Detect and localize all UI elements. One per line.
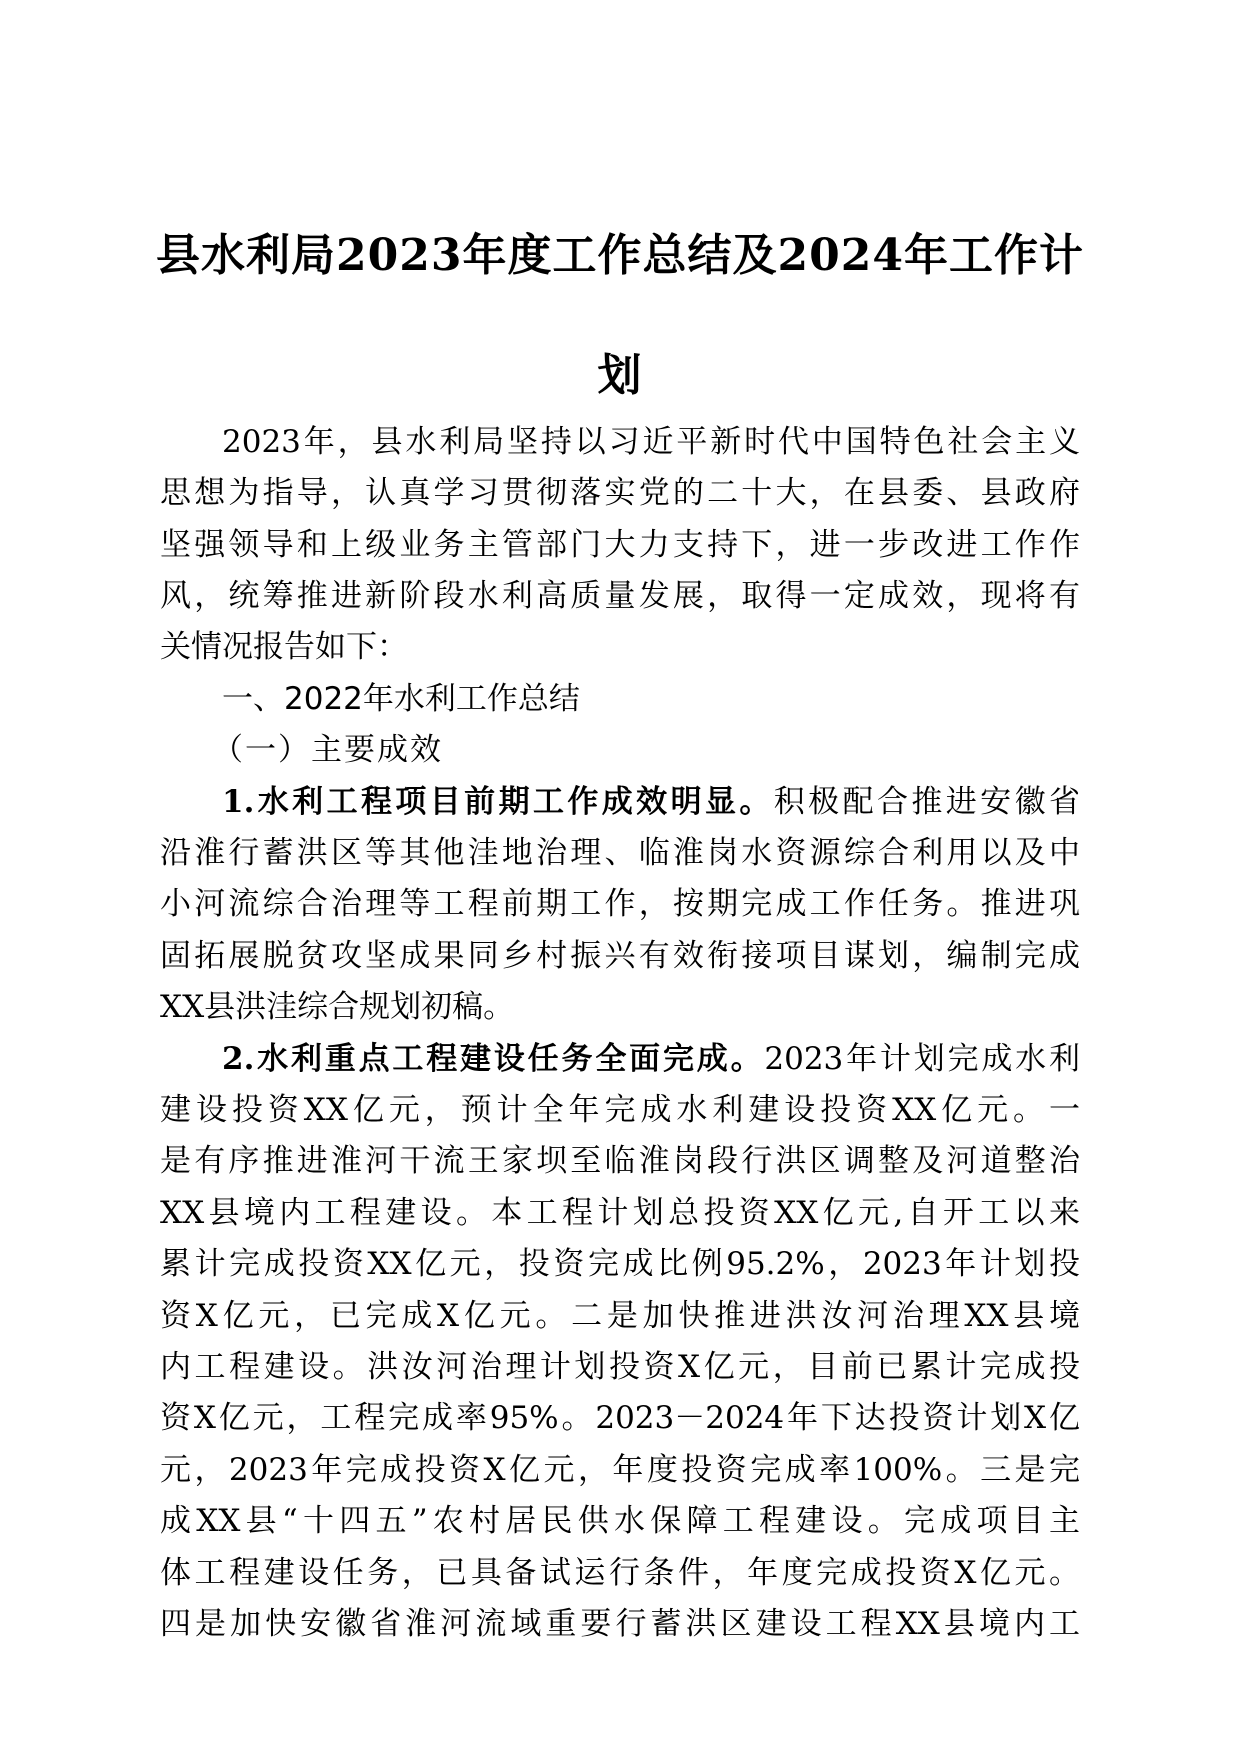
item-2-first-line: [222, 1039, 1080, 1079]
item-2-line: 是有序推进淮河干流王家坝至临淮岗段行洪区调整及河道整治: [160, 1143, 1080, 1179]
item-2-line: 体工程建设任务，已具备试运行条件，年度完成投资X亿元。: [160, 1555, 1080, 1591]
item-1-first-line-rest: 积极配合推进安徽省: [773, 784, 1080, 820]
item-1-line: XX县洪洼综合规划初稿。: [160, 989, 515, 1025]
item-2-line: 建设投资XX亿元，预计全年完成水利建设投资XX亿元。一: [160, 1092, 1080, 1128]
intro-line: 关情况报告如下：: [160, 629, 408, 665]
subsection-heading: （一）主要成效: [212, 732, 443, 768]
intro-line: 坚强领导和上级业务主管部门大力支持下，进一步改进工作作: [160, 527, 1080, 563]
item-1-first-line: [222, 782, 1080, 822]
item-2-line: 成XX县“十四五”农村居民供水保障工程建设。完成项目主: [160, 1503, 1080, 1539]
item-1-lead: 1.水利工程项目前期工作成效明显。: [222, 784, 774, 820]
item-1-line: 小河流综合治理等工程前期工作，按期完成工作任务。推进巩: [160, 886, 1080, 922]
item-2-line: 四是加快安徽省淮河流域重要行蓄洪区建设工程XX县境内工: [160, 1606, 1080, 1642]
item-2-first-line-rest: 2023年计划完成水利: [764, 1041, 1080, 1077]
item-2-line: 资X亿元，工程完成率95%。2023－2024年下达投资计划X亿: [160, 1400, 1080, 1436]
item-2-lead: 2.水利重点工程建设任务全面完成。: [222, 1041, 765, 1077]
intro-line: 风，统筹推进新阶段水利高质量发展，取得一定成效，现将有: [160, 578, 1080, 614]
section-heading: 一、2022年水利工作总结: [222, 681, 580, 717]
item-2-line: XX县境内工程建设。本工程计划总投资XX亿元,自开工以来: [160, 1195, 1080, 1231]
item-2-line: 内工程建设。洪汝河治理计划投资X亿元，目前已累计完成投: [160, 1349, 1080, 1385]
item-1-line: 固拓展脱贫攻坚成果同乡村振兴有效衔接项目谋划，编制完成: [160, 938, 1080, 974]
intro-line: 2023年，县水利局坚持以习近平新时代中国特色社会主义: [222, 424, 1080, 460]
document-title-line-2: 划: [597, 350, 643, 401]
item-1-line: 沿淮行蓄洪区等其他洼地治理、临淮岗水资源综合利用以及中: [160, 835, 1080, 871]
item-2-line: 累计完成投资XX亿元，投资完成比例95.2%，2023年计划投: [160, 1246, 1080, 1282]
document-title-line-1: 县水利局2023年度工作总结及2024年工作计: [156, 230, 1084, 281]
intro-line: 思想为指导，认真学习贯彻落实党的二十大，在县委、县政府: [160, 475, 1080, 511]
item-2-line: 元，2023年完成投资X亿元，年度投资完成率100%。三是完: [160, 1452, 1080, 1488]
item-2-line: 资X亿元，已完成X亿元。二是加快推进洪汝河治理XX县境: [160, 1298, 1080, 1334]
